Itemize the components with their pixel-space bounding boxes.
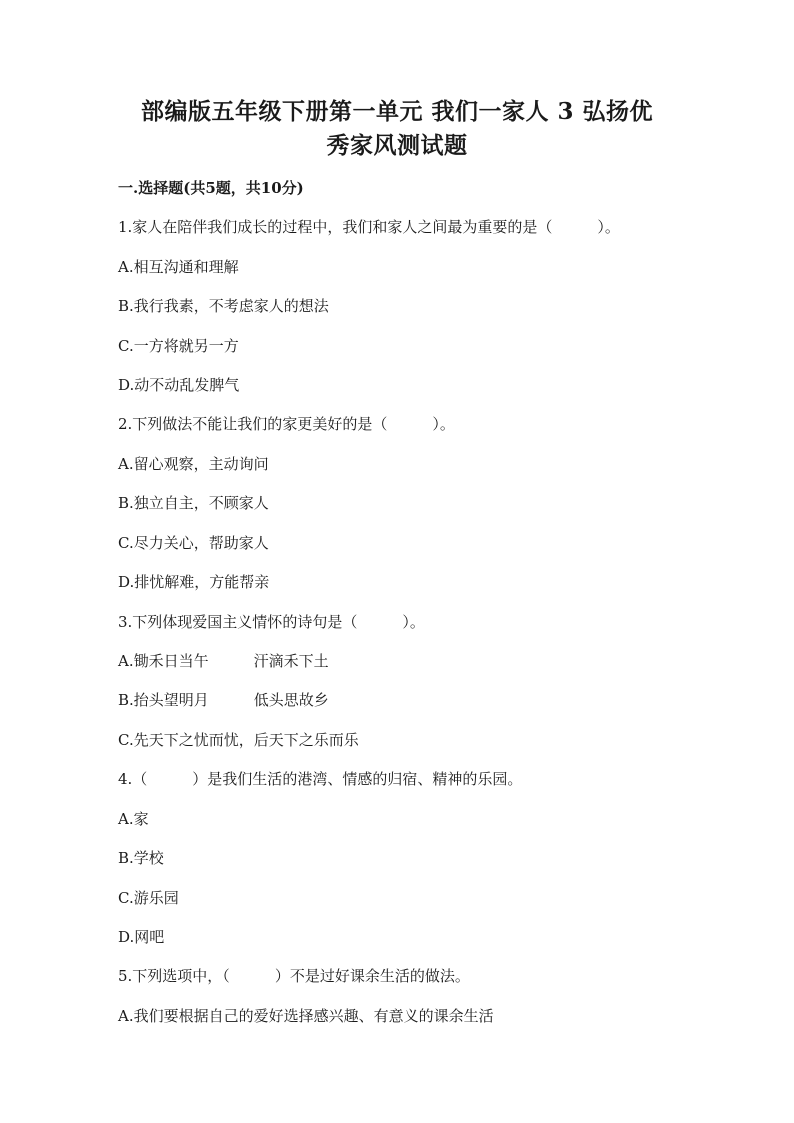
question-4-stem: 4.（ ）是我们生活的港湾、情感的归宿、精神的乐园。: [118, 770, 523, 788]
question-3-stem: 3.下列体现爱国主义情怀的诗句是（ ）。: [118, 613, 425, 631]
question-5-option-a: A.我们要根据自己的爱好选择感兴趣、有意义的课余生活: [118, 1007, 494, 1025]
page-title-line-1: 部编版五年级下册第一单元 我们一家人 3 弘扬优: [140, 98, 654, 125]
question-3-option-b: B.抬头望明月 低头思故乡: [118, 691, 329, 709]
question-1-option-d: D.动不动乱发脾气: [118, 376, 240, 394]
section-heading: 一.选择题(共5题，共10分): [118, 179, 304, 197]
page-title-line-2: 秀家风测试题: [326, 132, 468, 159]
question-4-option-d: D.网吧: [118, 928, 165, 946]
question-3-option-c: C.先天下之忧而忧，后天下之乐而乐: [118, 731, 359, 749]
question-2-option-b: B.独立自主，不顾家人: [118, 494, 269, 512]
question-3-option-a: A.锄禾日当午 汗滴禾下土: [118, 652, 329, 670]
question-5-stem: 5.下列选项中，（ ）不是过好课余生活的做法。: [118, 967, 470, 985]
question-4-option-c: C.游乐园: [118, 889, 179, 907]
question-4-option-b: B.学校: [118, 849, 164, 867]
question-1-option-b: B.我行我素，不考虑家人的想法: [118, 297, 329, 315]
question-2-option-a: A.留心观察，主动询问: [118, 455, 269, 473]
question-2-stem: 2.下列做法不能让我们的家更美好的是（ ）。: [118, 415, 455, 433]
question-1-stem: 1.家人在陪伴我们成长的过程中，我们和家人之间最为重要的是（ ）。: [118, 218, 620, 236]
question-1-option-c: C.一方将就另一方: [118, 337, 239, 355]
question-2-option-c: C.尽力关心，帮助家人: [118, 534, 269, 552]
question-4-option-a: A.家: [118, 810, 149, 828]
question-1-option-a: A.相互沟通和理解: [118, 258, 239, 276]
question-2-option-d: D.排忧解难，方能帮亲: [118, 573, 270, 591]
